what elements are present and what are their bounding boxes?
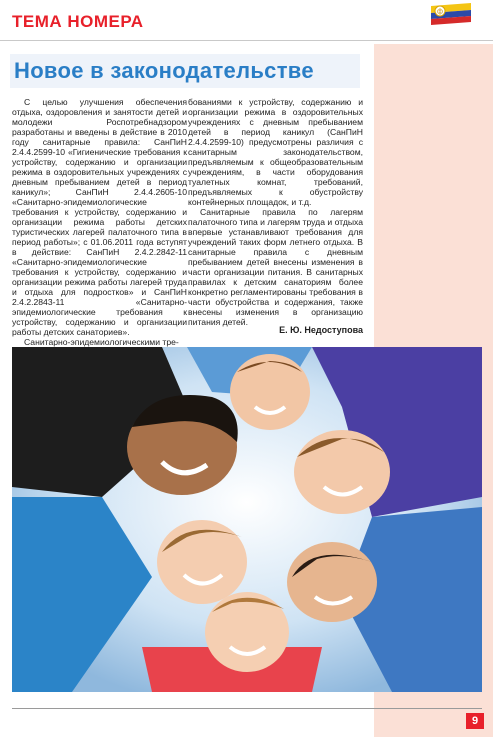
page-number: 9	[466, 713, 484, 729]
magazine-logo	[431, 3, 471, 25]
article-column-1	[12, 97, 187, 347]
children-huddle-photo	[12, 347, 482, 692]
article-author: Е. Ю. Недоступова	[279, 325, 363, 335]
svg-text:ф: ф	[437, 8, 443, 16]
footer-divider	[12, 708, 482, 709]
article-column-2	[188, 97, 363, 327]
paragraph: бованиями к устройству, содержанию и организации режима в оздоровительных учреждениях с дневным пребыванием детей в период каникул (СанПиН 2.4.4.2599-10) предусмотрены различия с санитарным законодательством, предъявляемым к общеобразовательным учреждениям, в части оборудования туалетных комнат, требований, предъявляемых к обустройству контейнерных площадок, и т.д.	[188, 97, 363, 207]
paragraph: С целью улучшения обеспечения отдыха, оздоровления и занятости детей и молодежи Роспотребнадзором разработаны и введены в действие в 2010 году санитарные правила: СанПиН 2.4.4.2599-10 «Гигиенические требования к устройству, содержанию и организации режима в оздоровительных учреждениях с дневным пребыванием детей в период каникул»; СанПиН 2.4.4.2605-10 «Санитарно-эпидемиологические требования к устройству, содержанию и организации режима работы детских туристических лагерей палаточного типа в период работы»; с 01.06.2011 года вступят в действие: СанПиН 2.4.2.2842-11 «Санитарно-эпидемиологические требования к устройству, содержанию и организации режима работы лагерей труда и отдыха для подростков» и СанПиН 2.4.2.2843-11 «Санитарно-эпидемиологические требования к устройству, содержанию и организации работы детских санаториев».	[12, 97, 187, 337]
paragraph: Санитарно-эпидемиологическими тре-	[24, 337, 179, 347]
section-title: ТЕМА НОМЕРА	[12, 12, 144, 31]
paragraph: Санитарные правила по лагерям палаточного типа и лагерям труда и отдыха впервые устанавливают требования для учреждений таких форм летнего отдыха. В санитарные правила с дневным пребыванием детей внесены изменения в части организации питания. В санитарных правилах к детским санаториям более конкретно регламентированы требования в части обустройства и содержания, также внесены изменения в организацию питания детей.	[188, 207, 363, 327]
article-headline: Новое в законодательстве	[14, 58, 314, 83]
header-divider	[0, 40, 493, 41]
